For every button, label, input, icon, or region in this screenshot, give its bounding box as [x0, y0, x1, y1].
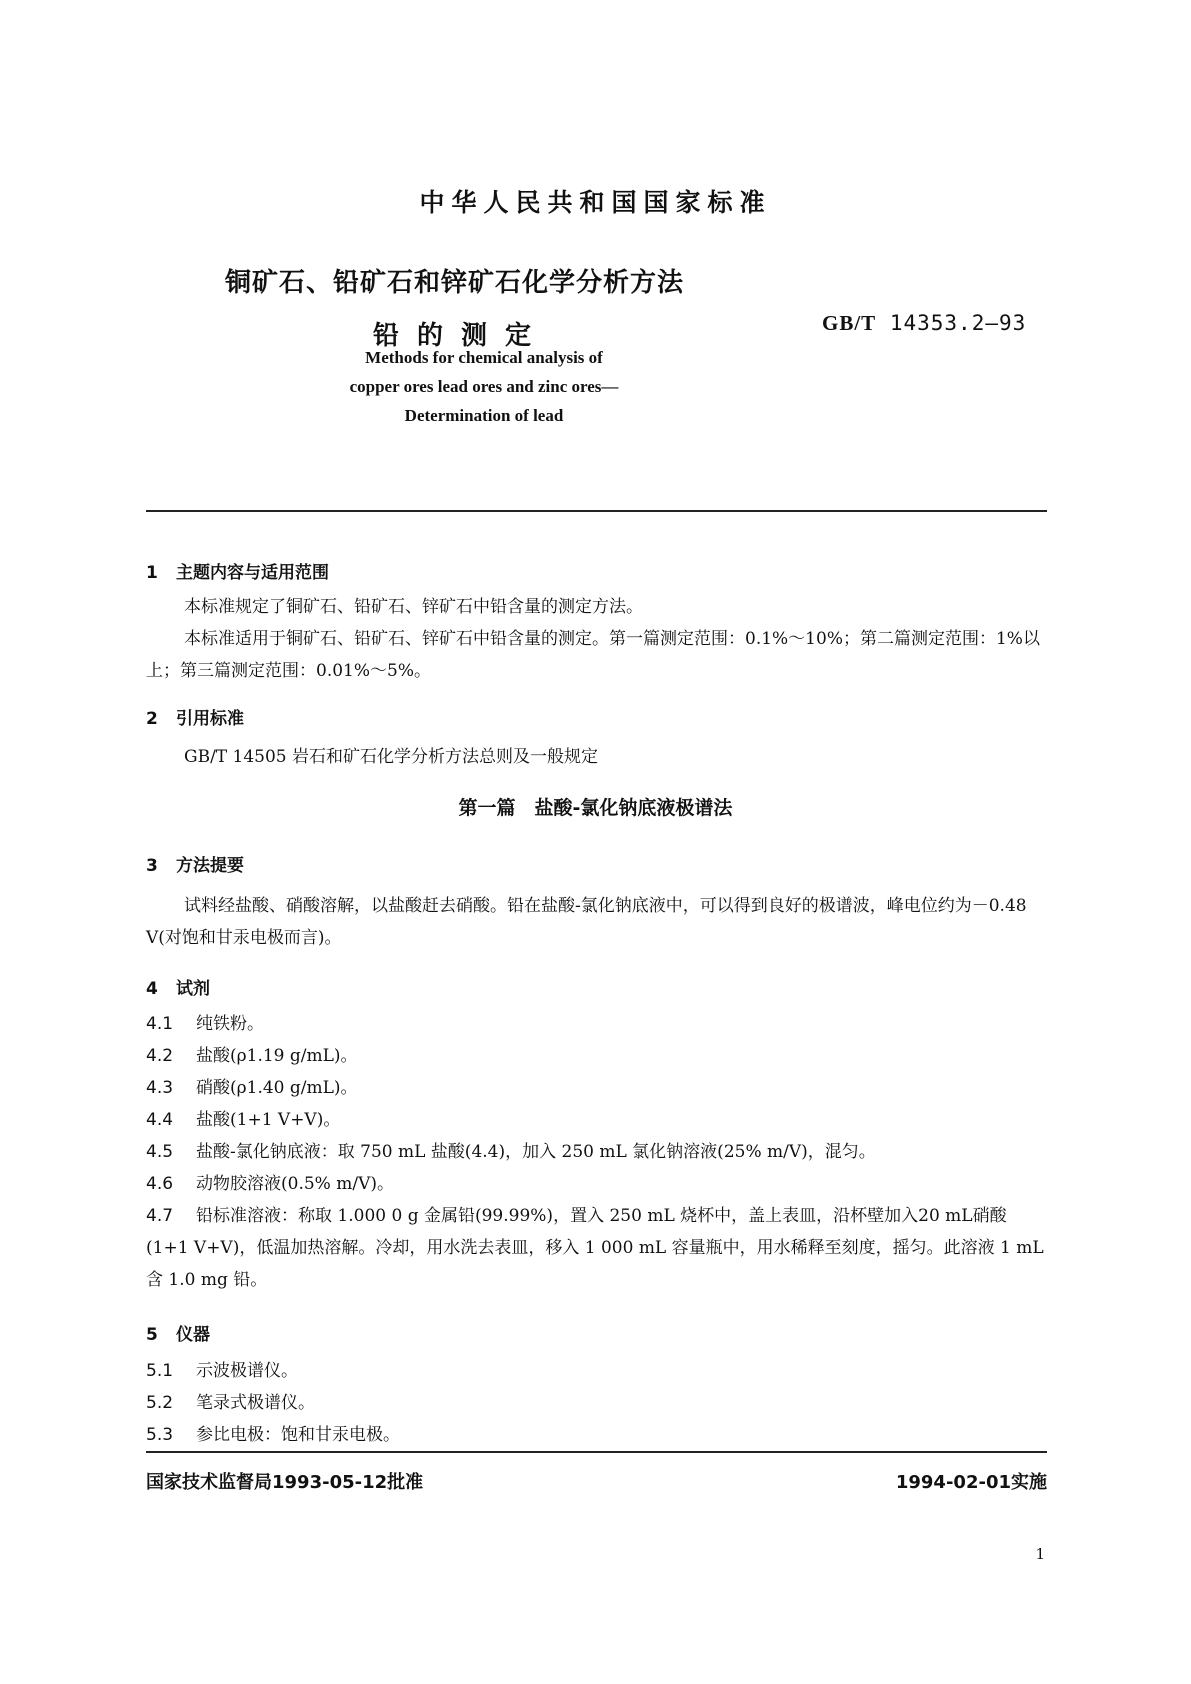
reagent-item — [146, 1072, 1047, 1104]
item-number: 4.2 — [146, 1046, 174, 1066]
item-text: 硝酸(ρ1.40 g/mL)。 — [196, 1078, 358, 1098]
reagent-item — [146, 1104, 1047, 1136]
section-1-heading — [146, 558, 329, 583]
item-number: 4.6 — [146, 1174, 174, 1194]
item-text: 动物胶溶液(0.5% m/V)。 — [196, 1174, 394, 1194]
item-number: 5.3 — [146, 1425, 174, 1445]
header-divider — [146, 510, 1047, 512]
effective-date: 1994-02-01实施 — [895, 1472, 1047, 1493]
english-title-line3: Determination of lead — [404, 406, 564, 425]
item-text: 盐酸-氯化钠底液：取 750 mL 盐酸(4.4)，加入 250 mL 氯化钠溶液(25% m/V)，混匀。 — [196, 1142, 876, 1162]
english-title-line2: copper ores lead ores and zinc ores— — [349, 377, 619, 396]
approval-statement: 国家技术监督局1993-05-12批准 — [146, 1472, 424, 1493]
reagent-item — [146, 1168, 1047, 1200]
item-text: 笔录式极谱仪。 — [196, 1393, 315, 1413]
item-number: 4.7 — [146, 1206, 174, 1226]
instrument-item — [146, 1387, 1047, 1419]
reagent-item — [146, 1008, 1047, 1040]
footer-divider — [146, 1451, 1047, 1453]
item-text: 盐酸(ρ1.19 g/mL)。 — [196, 1046, 358, 1066]
reagent-item — [146, 1136, 1047, 1168]
item-number: 4.3 — [146, 1078, 174, 1098]
section-3-paragraph-1: 试料经盐酸、硝酸溶解，以盐酸赶去硝酸。铅在盐酸-氯化钠底液中，可以得到良好的极谱波，峰电位约为－0.48 V(对饱和甘汞电极而言)。 — [146, 896, 1027, 948]
item-number: 4.4 — [146, 1110, 174, 1130]
item-text: 纯铁粉。 — [196, 1014, 264, 1034]
section-title: 试剂 — [176, 979, 210, 999]
section-title: 方法提要 — [176, 856, 244, 876]
section-number: 2 — [146, 709, 158, 729]
section-1-paragraph-1: 本标准规定了铜矿石、铅矿石、锌矿石中铅含量的测定方法。 — [184, 597, 643, 617]
item-number: 5.1 — [146, 1361, 174, 1381]
national-standard-heading: 中华人民共和国国家标准 — [419, 188, 772, 217]
section-number: 5 — [146, 1325, 158, 1345]
item-text: 示波极谱仪。 — [196, 1361, 298, 1381]
part-1-title: 第一篇 盐酸-氯化钠底液极谱法 — [458, 797, 733, 819]
section-1-paragraph-2: 本标准适用于铜矿石、铅矿石、锌矿石中铅含量的测定。第一篇测定范围：0.1%～10%；第二篇测定范围：1%以上；第三篇测定范围：0.01%～5%。 — [146, 629, 1040, 681]
instrument-item — [146, 1419, 1047, 1451]
section-4-heading — [146, 974, 210, 999]
item-text: 盐酸(1+1 V+V)。 — [196, 1110, 341, 1130]
item-text: 参比电极：饱和甘汞电极。 — [196, 1425, 400, 1445]
instrument-item — [146, 1355, 1047, 1387]
section-number: 1 — [146, 563, 158, 583]
section-2-paragraph-1: GB/T 14505 岩石和矿石化学分析方法总则及一般规定 — [184, 747, 599, 767]
standard-code-prefix: GB/T — [822, 311, 877, 335]
english-title-line1: Methods for chemical analysis of — [365, 348, 603, 367]
page-number: 1 — [1035, 1545, 1045, 1563]
section-title: 主题内容与适用范围 — [176, 563, 329, 583]
section-2-heading — [146, 704, 244, 729]
reagent-item — [146, 1040, 1047, 1072]
reagent-item — [146, 1200, 1047, 1296]
section-number: 3 — [146, 856, 158, 876]
standard-code — [822, 311, 1026, 336]
document-title-line1: 铜矿石、铅矿石和锌矿石化学分析方法 — [225, 268, 685, 298]
item-number: 4.5 — [146, 1142, 174, 1162]
item-text: 铅标准溶液：称取 1.000 0 g 金属铅(99.99%)，置入 250 mL 烧杯中，盖上表皿，沿杯壁加入20 mL硝酸(1+1 V+V)，低温加热溶解。冷却，用水洗去表皿，移入 1 000 mL 容量瓶中，用水稀释至刻度，摇匀。此溶液 1 mL 含 1.0 mg 铅。 — [146, 1206, 1044, 1290]
item-number: 4.1 — [146, 1014, 174, 1034]
section-3-heading — [146, 851, 244, 876]
standard-code-number: 14353.2—93 — [889, 311, 1027, 335]
section-title: 仪器 — [176, 1325, 210, 1345]
item-number: 5.2 — [146, 1393, 174, 1413]
section-5-heading — [146, 1320, 210, 1345]
document-title-line2: 铅的测定 — [373, 321, 550, 351]
section-title: 引用标准 — [176, 709, 244, 729]
section-number: 4 — [146, 979, 158, 999]
